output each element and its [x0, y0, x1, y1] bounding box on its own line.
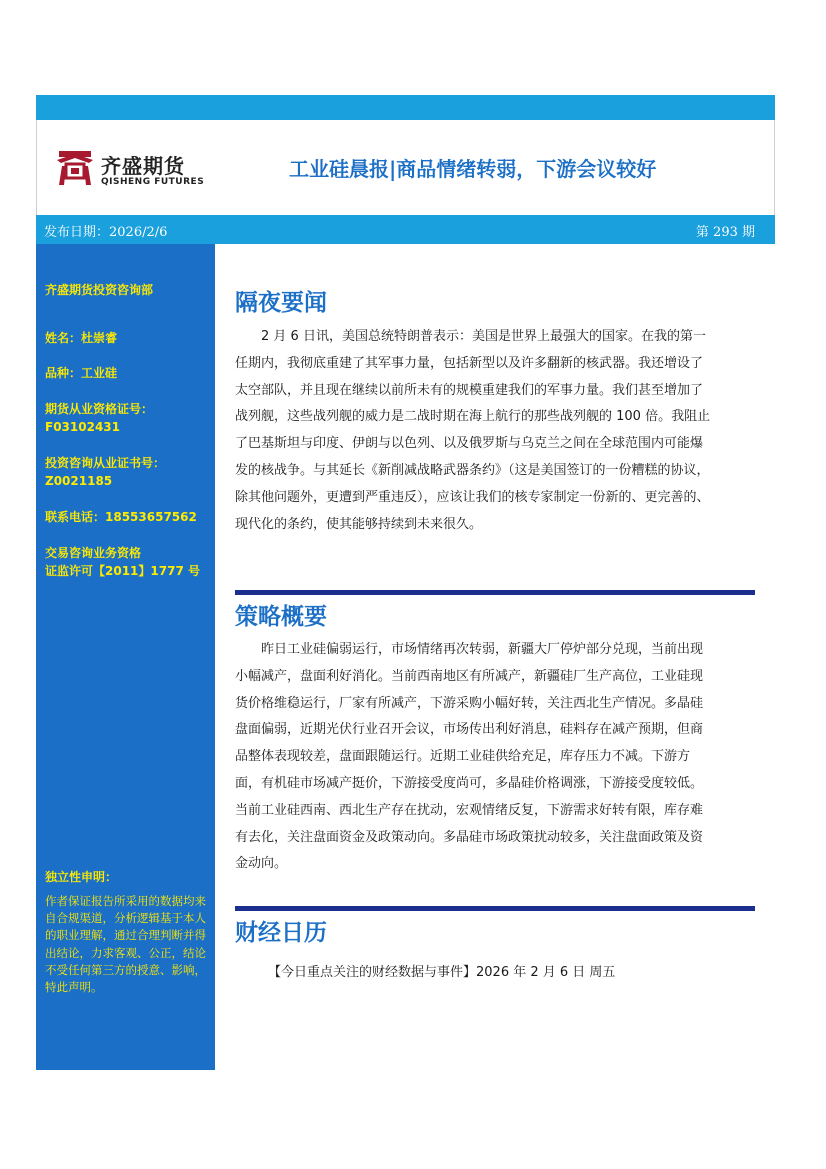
issue-number: 第 293 期 — [695, 225, 755, 240]
section-title-calendar: 财经日历 — [235, 920, 327, 946]
top-color-bar — [36, 95, 775, 120]
publish-date — [44, 221, 167, 240]
strategy-summary-body: 昨日工业硅偏弱运行，市场情绪再次转弱，新疆大厂停炉部分兑现，当前出现小幅减产，盘面利好消化。当前西南地区有所减产，新疆硅厂生产高位，工业硅现货价格维稳运行，厂家有所减产，下游采购小幅好转，关注西北生产情况。多晶硅盘面偏弱，近期光伏行业召开会议，市场传出利好消息，硅料存在减产预期，但商品整体表现较差，盘面跟随运行。近期工业硅供给充足，库存压力不减。下游方面，有机硅市场减产挺价，下游接受度尚可，多晶硅价格调涨，下游接受度较低。当前工业硅西南、西北生产存在扰动，宏观情绪反复，下游需求好转有限，库存难有去化，关注盘面资金及政策动向。多晶硅市场政策扰动较多，关注盘面政策及资金动向。 — [235, 642, 704, 872]
license-line-1: 交易咨询业务资格 — [45, 546, 142, 560]
author-name: 姓名：杜崇睿 — [45, 331, 118, 345]
disclaimer-title: 独立性申明： — [45, 870, 118, 884]
futures-cert-label: 期货从业资格证号： — [45, 402, 154, 416]
author-sidebar — [36, 244, 215, 1070]
company-logo — [55, 148, 225, 192]
report-header — [36, 120, 775, 215]
futures-cert-number: F03102431 — [45, 420, 120, 434]
publish-date-label: 发布日期： — [44, 225, 110, 240]
section-divider — [235, 590, 755, 595]
qisheng-logo-icon — [55, 148, 95, 188]
report-title: 工业硅晨报|商品情绪转弱，下游会议较好 — [289, 157, 657, 181]
overnight-news-body: 2 月 6 日讯，美国总统特朗普表示：美国是世界上最强大的国家。在我的第一任期内，我彻底重建了其军事力量，包括新型以及许多翻新的核武器。我还增设了太空部队，并且现在继续以前所未有的规模重建我们的军事力量。我们甚至增加了战列舰，这些战列舰的威力是二战时期在海上航行的那些战列舰的 100 倍。我阻止了巴基斯坦与印度、伊朗与以色列、以及俄罗斯与乌克兰之间在全球范围内可能爆发的核战争。与其延长《新削减战略武器条约》（这是美国签订的一份糟糕的协议，除其他问题外，更遭到严重违反），应该让我们的核专家制定一份新的、更完善的、现代化的条约，使其能够持续到未来很久。 — [235, 329, 711, 532]
department: 齐盛期货投资咨询部 — [45, 283, 154, 297]
section-title-overnight: 隔夜要闻 — [235, 290, 327, 316]
variety: 品种：工业硅 — [45, 366, 118, 380]
logo-name-cn: 齐盛期货 — [101, 154, 185, 178]
publish-date-value: 2026/2/6 — [109, 225, 168, 240]
section-title-strategy: 策略概要 — [235, 604, 327, 630]
phone: 联系电话：18553657562 — [45, 510, 197, 524]
license-line-2: 证监许可【2011】1777 号 — [45, 564, 200, 578]
invest-cert-number: Z0021185 — [45, 474, 113, 488]
invest-cert-label: 投资咨询从业证书号： — [45, 456, 166, 470]
calendar-line: 【今日重点关注的财经数据与事件】2026 年 2 月 6 日 周五 — [268, 965, 616, 980]
disclaimer-body: 作者保证报告所采用的数据均来自合规渠道，分析逻辑基于本人的职业理解，通过合理判断并得出结论，力求客观、公正，结论不受任何第三方的授意、影响，特此声明。 — [45, 894, 206, 995]
logo-name-en: QISHENG FUTURES — [101, 177, 205, 187]
section-divider — [235, 906, 755, 911]
report-page — [36, 95, 775, 1070]
date-bar — [36, 215, 775, 244]
